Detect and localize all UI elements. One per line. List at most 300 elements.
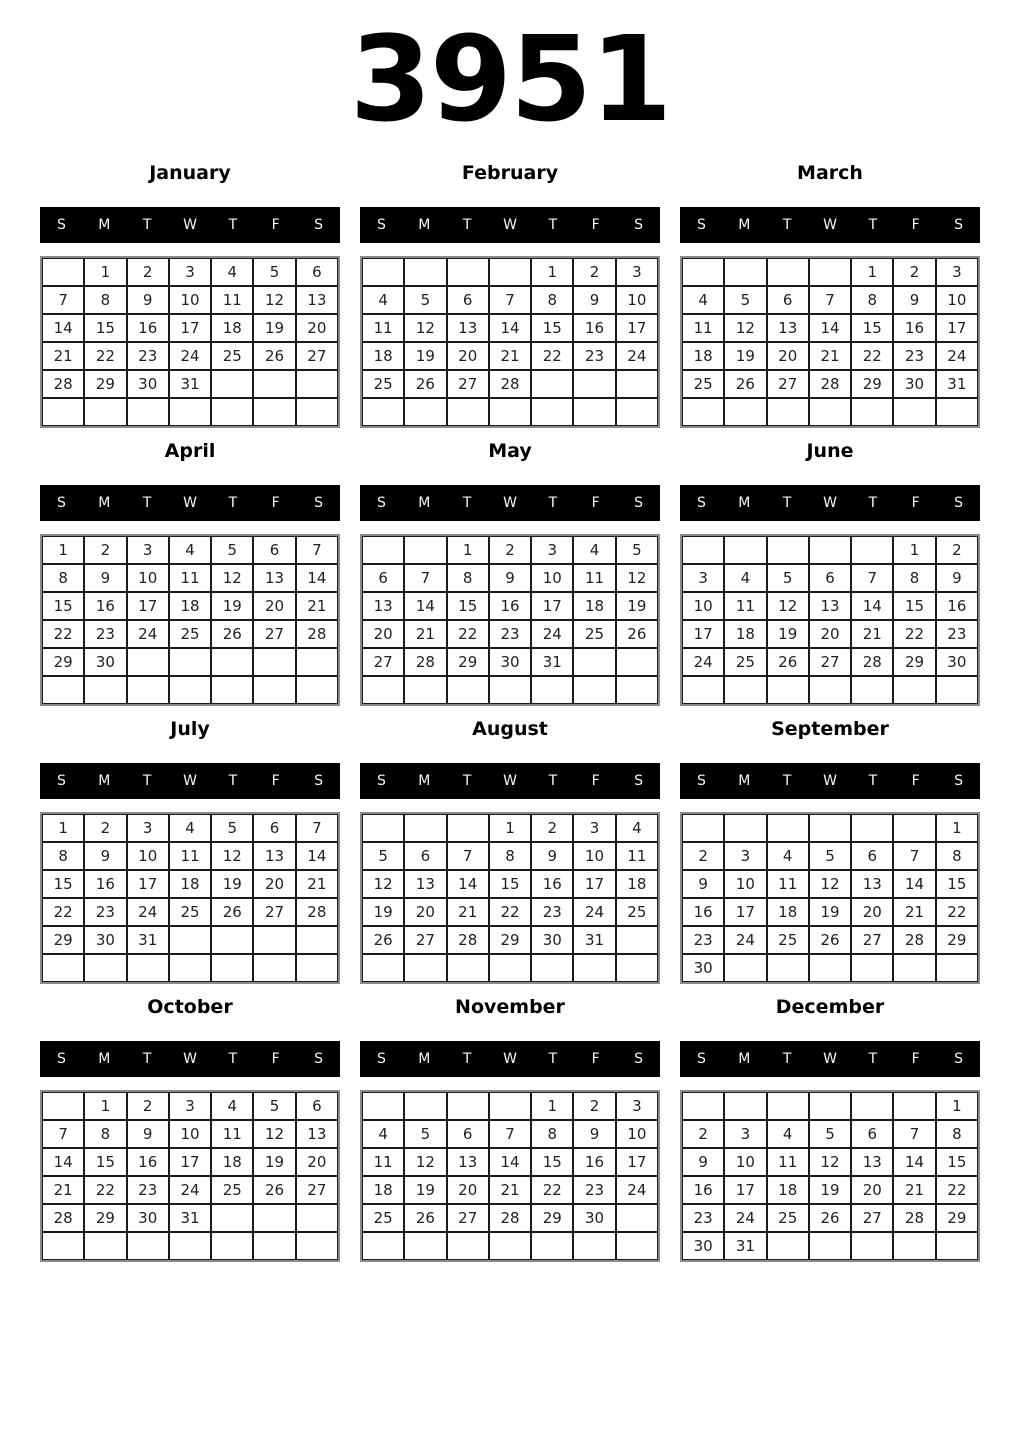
day-cell: 9 — [127, 1120, 169, 1148]
day-cell: 3 — [724, 842, 766, 870]
empty-day-cell — [809, 954, 851, 982]
weekday-letter: T — [462, 1051, 472, 1067]
empty-day-cell — [531, 1232, 573, 1260]
empty-day-cell — [211, 398, 253, 426]
day-cell: 13 — [296, 286, 338, 314]
day-cell: 16 — [682, 1176, 724, 1204]
empty-day-cell — [573, 676, 615, 704]
day-cell: 24 — [616, 342, 658, 370]
day-cell: 2 — [893, 258, 935, 286]
day-cell: 15 — [531, 1148, 573, 1176]
empty-day-cell — [724, 1092, 766, 1120]
day-cell: 23 — [573, 1176, 615, 1204]
empty-day-cell — [809, 1232, 851, 1260]
empty-day-cell — [573, 954, 615, 982]
weekday-header-bar — [40, 485, 340, 521]
day-cell: 17 — [531, 592, 573, 620]
weekday-letter: F — [271, 1051, 280, 1067]
day-cell: 14 — [42, 1148, 84, 1176]
day-cell: 16 — [531, 870, 573, 898]
day-cell: 5 — [809, 1120, 851, 1148]
week-row — [42, 536, 338, 564]
empty-day-cell — [42, 954, 84, 982]
day-cell: 9 — [489, 564, 531, 592]
day-cell: 28 — [489, 1204, 531, 1232]
weekday-letter: S — [954, 217, 964, 233]
day-cell: 14 — [296, 842, 338, 870]
month-grid — [680, 1090, 980, 1262]
week-row — [42, 842, 338, 870]
day-cell: 14 — [851, 592, 893, 620]
empty-day-cell — [893, 954, 935, 982]
day-cell: 16 — [127, 1148, 169, 1176]
empty-day-cell — [447, 398, 489, 426]
month-title: March — [797, 162, 863, 184]
day-cell: 24 — [127, 620, 169, 648]
day-cell: 10 — [682, 592, 724, 620]
day-cell: 28 — [42, 1204, 84, 1232]
day-cell: 3 — [936, 258, 978, 286]
weekday-letter: T — [142, 217, 152, 233]
empty-day-cell — [296, 954, 338, 982]
day-cell: 24 — [724, 1204, 766, 1232]
weekday-letter: W — [503, 1051, 517, 1067]
weekday-letter: S — [954, 773, 964, 789]
day-cell: 10 — [724, 870, 766, 898]
day-cell: 12 — [724, 314, 766, 342]
empty-day-cell — [616, 926, 658, 954]
empty-day-cell — [211, 676, 253, 704]
weekday-letter: T — [782, 773, 792, 789]
day-cell: 22 — [447, 620, 489, 648]
day-cell: 27 — [253, 620, 295, 648]
week-row — [362, 1176, 658, 1204]
month-title: January — [149, 162, 231, 184]
weekday-letter: T — [462, 495, 472, 511]
day-cell: 14 — [809, 314, 851, 342]
empty-day-cell — [211, 926, 253, 954]
week-row — [682, 1232, 978, 1260]
day-cell: 22 — [893, 620, 935, 648]
month-title: February — [461, 162, 559, 184]
day-cell: 20 — [362, 620, 404, 648]
day-cell: 10 — [936, 286, 978, 314]
empty-day-cell — [489, 954, 531, 982]
weekday-letter: W — [823, 1051, 837, 1067]
month-february — [360, 163, 660, 428]
day-cell: 21 — [404, 620, 446, 648]
empty-day-cell — [362, 398, 404, 426]
empty-day-cell — [404, 676, 446, 704]
empty-day-cell — [84, 1232, 126, 1260]
empty-day-cell — [851, 814, 893, 842]
weekday-letter: M — [418, 495, 431, 511]
day-cell: 3 — [724, 1120, 766, 1148]
day-cell: 16 — [573, 314, 615, 342]
week-row — [682, 648, 978, 676]
day-cell: 6 — [296, 1092, 338, 1120]
month-title: October — [147, 996, 233, 1018]
weekday-letter: M — [98, 1051, 111, 1067]
empty-day-cell — [447, 258, 489, 286]
weekday-letter: S — [56, 773, 66, 789]
day-cell: 22 — [936, 898, 978, 926]
day-cell: 5 — [362, 842, 404, 870]
day-cell: 11 — [767, 1148, 809, 1176]
empty-day-cell — [767, 954, 809, 982]
month-april — [40, 441, 340, 706]
day-cell: 18 — [682, 342, 724, 370]
day-cell: 25 — [169, 898, 211, 926]
day-cell: 18 — [362, 1176, 404, 1204]
empty-day-cell — [767, 398, 809, 426]
week-row — [42, 648, 338, 676]
day-cell: 18 — [211, 314, 253, 342]
day-cell: 24 — [682, 648, 724, 676]
day-cell: 30 — [127, 370, 169, 398]
day-cell: 25 — [767, 1204, 809, 1232]
day-cell: 9 — [573, 286, 615, 314]
day-cell: 27 — [296, 342, 338, 370]
weekday-letter: S — [696, 1051, 706, 1067]
day-cell: 4 — [616, 814, 658, 842]
day-cell: 13 — [362, 592, 404, 620]
day-cell: 8 — [84, 1120, 126, 1148]
day-cell: 1 — [42, 536, 84, 564]
empty-day-cell — [169, 954, 211, 982]
empty-day-cell — [682, 258, 724, 286]
day-cell: 6 — [447, 1120, 489, 1148]
month-grid — [40, 812, 340, 984]
day-cell: 5 — [253, 1092, 295, 1120]
week-row — [362, 1204, 658, 1232]
day-cell: 17 — [616, 314, 658, 342]
week-row — [362, 564, 658, 592]
weekday-letter: S — [376, 1051, 386, 1067]
day-cell: 12 — [404, 1148, 446, 1176]
day-cell: 9 — [682, 1148, 724, 1176]
day-cell: 19 — [767, 620, 809, 648]
day-cell: 16 — [682, 898, 724, 926]
day-cell: 8 — [489, 842, 531, 870]
day-cell: 14 — [447, 870, 489, 898]
day-cell: 16 — [84, 592, 126, 620]
weekday-letter: M — [418, 217, 431, 233]
week-row — [682, 1148, 978, 1176]
day-cell: 22 — [531, 342, 573, 370]
day-cell: 16 — [489, 592, 531, 620]
day-cell: 4 — [767, 842, 809, 870]
empty-day-cell — [169, 676, 211, 704]
day-cell: 29 — [893, 648, 935, 676]
month-title: September — [771, 718, 889, 740]
weekday-letter: F — [911, 773, 920, 789]
week-row — [362, 342, 658, 370]
day-cell: 23 — [84, 620, 126, 648]
day-cell: 3 — [127, 536, 169, 564]
months-grid — [0, 163, 1020, 1262]
day-cell: 15 — [936, 1148, 978, 1176]
day-cell: 12 — [211, 564, 253, 592]
day-cell: 16 — [84, 870, 126, 898]
weekday-letter: M — [738, 1051, 751, 1067]
week-row — [682, 814, 978, 842]
day-cell: 24 — [724, 926, 766, 954]
day-cell: 14 — [296, 564, 338, 592]
day-cell: 13 — [404, 870, 446, 898]
empty-day-cell — [296, 676, 338, 704]
empty-day-cell — [404, 814, 446, 842]
day-cell: 21 — [489, 342, 531, 370]
day-cell: 31 — [127, 926, 169, 954]
day-cell: 15 — [84, 1148, 126, 1176]
day-cell: 25 — [767, 926, 809, 954]
weekday-letter: S — [314, 217, 324, 233]
week-row — [682, 536, 978, 564]
day-cell: 7 — [42, 1120, 84, 1148]
day-cell: 6 — [851, 842, 893, 870]
month-title: November — [455, 996, 565, 1018]
week-row — [42, 870, 338, 898]
day-cell: 11 — [724, 592, 766, 620]
week-row — [362, 676, 658, 704]
day-cell: 12 — [616, 564, 658, 592]
empty-day-cell — [893, 1232, 935, 1260]
weekday-letter: T — [782, 217, 792, 233]
empty-day-cell — [169, 648, 211, 676]
month-title: August — [472, 718, 548, 740]
empty-day-cell — [851, 398, 893, 426]
day-cell: 29 — [84, 1204, 126, 1232]
day-cell: 10 — [573, 842, 615, 870]
day-cell: 18 — [211, 1148, 253, 1176]
day-cell: 1 — [84, 258, 126, 286]
week-row — [682, 620, 978, 648]
month-december — [680, 997, 980, 1262]
day-cell: 30 — [127, 1204, 169, 1232]
day-cell: 7 — [893, 1120, 935, 1148]
day-cell: 29 — [936, 926, 978, 954]
week-row — [42, 1204, 338, 1232]
empty-day-cell — [809, 398, 851, 426]
day-cell: 30 — [573, 1204, 615, 1232]
week-row — [362, 1092, 658, 1120]
day-cell: 14 — [893, 870, 935, 898]
weekday-letter: W — [183, 495, 197, 511]
week-row — [682, 258, 978, 286]
empty-day-cell — [127, 954, 169, 982]
day-cell: 2 — [531, 814, 573, 842]
day-cell: 1 — [531, 258, 573, 286]
day-cell: 15 — [531, 314, 573, 342]
day-cell: 8 — [936, 1120, 978, 1148]
day-cell: 25 — [211, 1176, 253, 1204]
empty-day-cell — [616, 1204, 658, 1232]
month-grid — [680, 812, 980, 984]
day-cell: 27 — [851, 1204, 893, 1232]
day-cell: 13 — [447, 314, 489, 342]
weekday-letter: F — [271, 495, 280, 511]
day-cell: 18 — [724, 620, 766, 648]
day-cell: 3 — [616, 1092, 658, 1120]
empty-day-cell — [169, 1232, 211, 1260]
empty-day-cell — [489, 398, 531, 426]
month-may — [360, 441, 660, 706]
day-cell: 5 — [253, 258, 295, 286]
day-cell: 17 — [573, 870, 615, 898]
day-cell: 7 — [489, 286, 531, 314]
weekday-letter: S — [56, 495, 66, 511]
week-row — [362, 536, 658, 564]
day-cell: 26 — [767, 648, 809, 676]
empty-day-cell — [362, 258, 404, 286]
day-cell: 2 — [936, 536, 978, 564]
day-cell: 7 — [404, 564, 446, 592]
empty-day-cell — [767, 1092, 809, 1120]
day-cell: 4 — [211, 1092, 253, 1120]
weekday-letter: S — [376, 217, 386, 233]
empty-day-cell — [42, 1092, 84, 1120]
day-cell: 27 — [851, 926, 893, 954]
week-row — [362, 898, 658, 926]
day-cell: 19 — [809, 1176, 851, 1204]
week-row — [362, 648, 658, 676]
weekday-header-bar — [40, 207, 340, 243]
empty-day-cell — [809, 258, 851, 286]
day-cell: 2 — [84, 536, 126, 564]
day-cell: 21 — [42, 342, 84, 370]
weekday-header-bar — [680, 1041, 980, 1077]
week-row — [42, 398, 338, 426]
day-cell: 27 — [404, 926, 446, 954]
day-cell: 11 — [682, 314, 724, 342]
empty-day-cell — [362, 1092, 404, 1120]
week-row — [682, 1204, 978, 1232]
weekday-letter: W — [183, 217, 197, 233]
day-cell: 22 — [84, 342, 126, 370]
day-cell: 20 — [296, 1148, 338, 1176]
weekday-header-bar — [40, 763, 340, 799]
day-cell: 17 — [127, 592, 169, 620]
weekday-letter: F — [911, 495, 920, 511]
day-cell: 23 — [127, 342, 169, 370]
week-row — [682, 870, 978, 898]
day-cell: 19 — [724, 342, 766, 370]
day-cell: 14 — [404, 592, 446, 620]
empty-day-cell — [893, 676, 935, 704]
month-grid — [40, 534, 340, 706]
day-cell: 6 — [362, 564, 404, 592]
day-cell: 17 — [724, 1176, 766, 1204]
day-cell: 21 — [42, 1176, 84, 1204]
weekday-letter: T — [228, 773, 238, 789]
weekday-letter: M — [98, 217, 111, 233]
empty-day-cell — [253, 1232, 295, 1260]
empty-day-cell — [84, 676, 126, 704]
day-cell: 9 — [682, 870, 724, 898]
day-cell: 9 — [893, 286, 935, 314]
empty-day-cell — [767, 676, 809, 704]
day-cell: 7 — [296, 536, 338, 564]
day-cell: 14 — [489, 314, 531, 342]
empty-day-cell — [936, 676, 978, 704]
week-row — [682, 1120, 978, 1148]
day-cell: 4 — [362, 286, 404, 314]
day-cell: 12 — [211, 842, 253, 870]
day-cell: 19 — [362, 898, 404, 926]
day-cell: 27 — [767, 370, 809, 398]
day-cell: 1 — [936, 814, 978, 842]
weekday-letter: T — [228, 495, 238, 511]
day-cell: 24 — [573, 898, 615, 926]
week-row — [42, 370, 338, 398]
day-cell: 19 — [809, 898, 851, 926]
weekday-header-bar — [360, 763, 660, 799]
month-title: July — [170, 718, 210, 740]
day-cell: 9 — [84, 842, 126, 870]
day-cell: 18 — [767, 1176, 809, 1204]
day-cell: 25 — [616, 898, 658, 926]
weekday-letter: W — [823, 495, 837, 511]
day-cell: 13 — [851, 1148, 893, 1176]
month-grid — [40, 256, 340, 428]
empty-day-cell — [724, 536, 766, 564]
weekday-letter: W — [503, 495, 517, 511]
day-cell: 2 — [127, 1092, 169, 1120]
day-cell: 22 — [42, 620, 84, 648]
day-cell: 16 — [127, 314, 169, 342]
day-cell: 2 — [573, 258, 615, 286]
day-cell: 15 — [851, 314, 893, 342]
day-cell: 19 — [253, 314, 295, 342]
calendar-page — [0, 10, 1020, 1432]
weekday-letter: W — [183, 1051, 197, 1067]
day-cell: 13 — [767, 314, 809, 342]
weekday-letter: T — [142, 773, 152, 789]
week-row — [42, 620, 338, 648]
day-cell: 30 — [489, 648, 531, 676]
week-row — [362, 258, 658, 286]
day-cell: 10 — [127, 564, 169, 592]
week-row — [42, 286, 338, 314]
day-cell: 29 — [447, 648, 489, 676]
empty-day-cell — [682, 536, 724, 564]
empty-day-cell — [42, 258, 84, 286]
empty-day-cell — [127, 1232, 169, 1260]
day-cell: 15 — [42, 870, 84, 898]
day-cell: 7 — [296, 814, 338, 842]
weekday-letter: M — [738, 217, 751, 233]
day-cell: 12 — [253, 286, 295, 314]
month-title: December — [775, 996, 885, 1018]
day-cell: 13 — [296, 1120, 338, 1148]
day-cell: 19 — [253, 1148, 295, 1176]
day-cell: 17 — [724, 898, 766, 926]
weekday-letter: W — [503, 217, 517, 233]
empty-day-cell — [404, 536, 446, 564]
day-cell: 29 — [489, 926, 531, 954]
empty-day-cell — [682, 814, 724, 842]
week-row — [42, 898, 338, 926]
day-cell: 11 — [362, 1148, 404, 1176]
empty-day-cell — [616, 1232, 658, 1260]
day-cell: 17 — [127, 870, 169, 898]
empty-day-cell — [169, 926, 211, 954]
day-cell: 28 — [893, 1204, 935, 1232]
empty-day-cell — [724, 258, 766, 286]
day-cell: 8 — [42, 842, 84, 870]
week-row — [362, 870, 658, 898]
